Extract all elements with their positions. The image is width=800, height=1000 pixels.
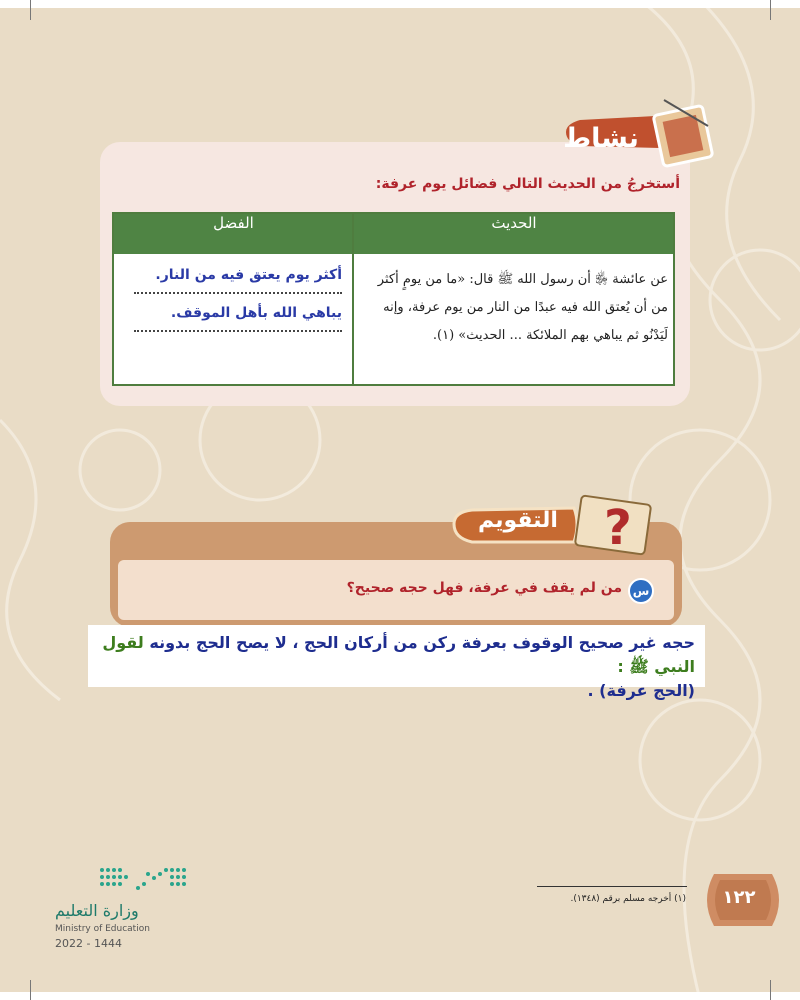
svg-text:?: ?: [604, 500, 632, 556]
answer-part: (الحج عرفة) .: [587, 681, 695, 700]
evaluation-title: التقويم: [478, 508, 558, 533]
crop-mark: [30, 0, 31, 20]
crop-mark: [770, 0, 771, 20]
ministry-logo-icon: [98, 866, 190, 894]
question-marker: س: [628, 578, 654, 604]
answer-box: [88, 625, 705, 700]
answer-text: [95, 631, 695, 703]
answer-highlight: لقول النبي ﷺ :: [102, 633, 695, 676]
footnote-rule: [537, 886, 687, 887]
crop-mark: [770, 980, 771, 1000]
column-divider: [352, 214, 354, 384]
ministry-name-english: Ministry of Education: [55, 924, 150, 934]
activity-instruction: أستخرجُ من الحديث التالي فضائل يوم عرفة:: [375, 176, 680, 192]
hadith-line: من أن يُعتق الله فيه عبدًا من النار من يوم عرفة، وإنه: [383, 300, 668, 315]
activity-title: نشاط: [563, 123, 639, 154]
header-hadith: الحديث: [491, 214, 537, 232]
activity-table: [112, 212, 675, 386]
fadl-answer: أكثر يوم يعتق فيه من النار.: [134, 264, 342, 294]
crop-mark: [30, 980, 31, 1000]
hadith-line: عن عائشة ﵂ أن رسول الله ﷺ قال: «ما من يومٍ أكثر: [377, 272, 668, 287]
hadith-text: [362, 266, 668, 350]
ministry-year: 2022 - 1444: [55, 937, 122, 950]
header-fadl: الفضل: [213, 214, 254, 232]
page-number: ١٢٢: [722, 887, 756, 908]
fadl-answer: يباهي الله بأهل الموقف.: [134, 302, 342, 332]
answer-part: حجه غير صحيح الوقوف بعرفة ركن من أركان الحج ، لا يصح الحج بدونه: [143, 633, 695, 652]
hadith-line: لَيَدْنُو ثم يباهي بهم الملائكة ... الحديث» (١).: [432, 328, 668, 343]
table-header-row: [114, 214, 673, 254]
footnote: (١) أخرجه مسلم برقم (١٣٤٨).: [570, 894, 686, 904]
ministry-name-arabic: وزارة التعليم: [55, 901, 139, 920]
evaluation-question: من لم يقف في عرفة، فهل حجه صحيح؟: [346, 580, 622, 596]
